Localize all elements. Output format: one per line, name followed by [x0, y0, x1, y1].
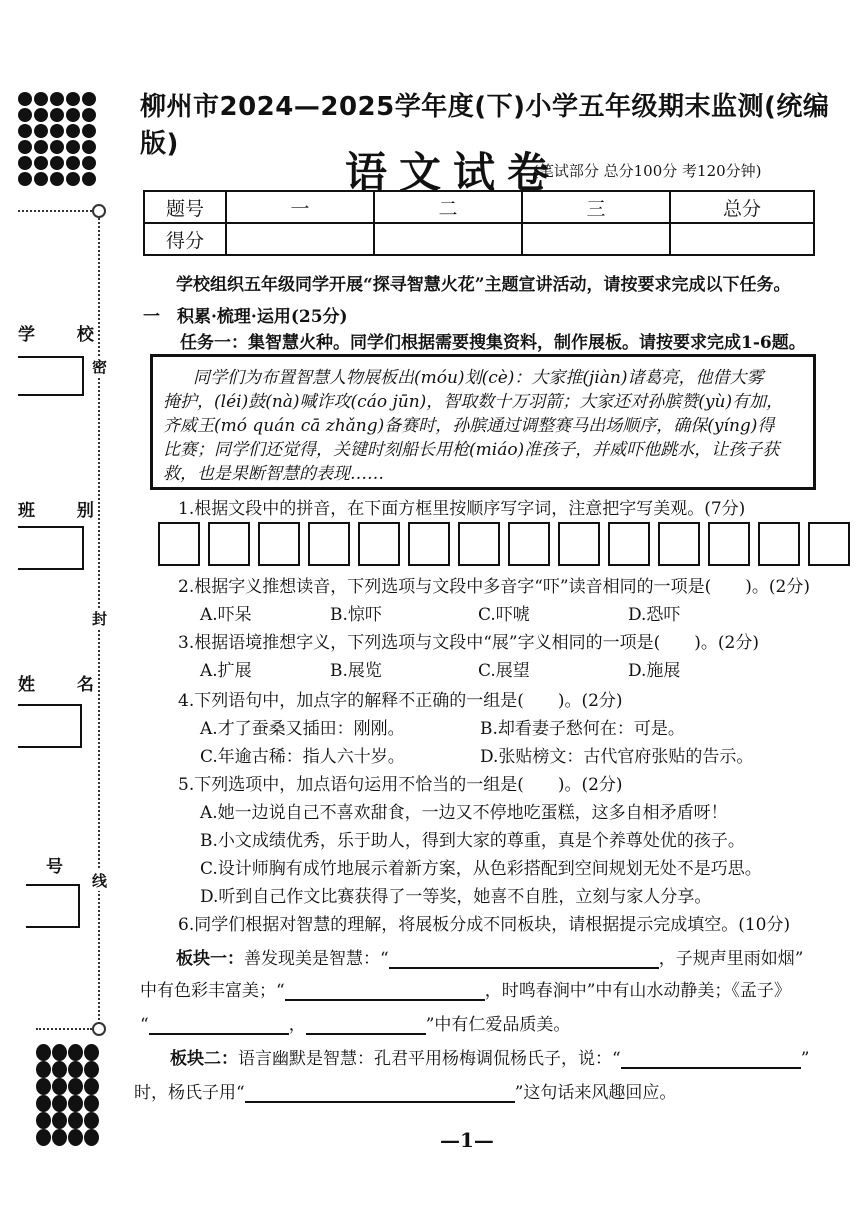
answer-box[interactable] — [408, 522, 450, 566]
dot — [18, 140, 32, 154]
passage-line: 同学们为布置智慧人物展板出(móu)划(cè)：大家推(jiàn)诸葛亮，他借大雾 — [193, 368, 764, 388]
dot — [34, 92, 48, 106]
dot — [84, 1061, 99, 1078]
dot — [82, 108, 96, 122]
option: A.才了蚕桑又插田：刚刚。 — [200, 719, 405, 739]
block-2-text: 时，杨氏子用“ — [134, 1083, 245, 1103]
dot — [68, 1078, 83, 1095]
score-cell[interactable] — [226, 223, 374, 255]
option: A.她一边说自己不喜欢甜食，一边又不停地吃蛋糕，这多自相矛盾呀！ — [200, 803, 728, 823]
block-1-text: ”中有仁爱品质美。 — [425, 1015, 571, 1035]
score-cell[interactable] — [670, 223, 814, 255]
dot — [34, 156, 48, 170]
number-field[interactable] — [26, 884, 80, 928]
answer-boxes — [158, 522, 858, 566]
dot — [68, 1112, 83, 1129]
dot — [66, 108, 80, 122]
block-1-text: ，子规声里雨如烟” — [658, 949, 804, 969]
paper-subtitle: (笔试部分 总分100分 考120分钟) — [533, 162, 762, 180]
block-1-line — [140, 976, 791, 1001]
dot — [34, 108, 48, 122]
paper-title: 语文试卷 — [345, 148, 562, 197]
option: B.惊吓 — [330, 605, 382, 625]
block-1-text: ，时鸣春涧中”中有山水动静美；《孟子》 — [484, 981, 791, 1001]
score-cell[interactable] — [374, 223, 522, 255]
option: C.设计师胸有成竹地展示着新方案，从色彩搭配到空间规划无处不是巧思。 — [200, 859, 762, 879]
section-heading: 一 积累·梳理·运用(25分) — [143, 307, 348, 327]
answer-box[interactable] — [658, 522, 700, 566]
fill-blank[interactable] — [621, 1067, 801, 1069]
dot — [66, 92, 80, 106]
dot — [82, 92, 96, 106]
dot — [34, 172, 48, 186]
dot — [34, 140, 48, 154]
dot — [82, 140, 96, 154]
dot — [82, 124, 96, 138]
block-2-line — [134, 1078, 676, 1103]
dot — [34, 124, 48, 138]
answer-box[interactable] — [758, 522, 800, 566]
dot — [66, 156, 80, 170]
seal-mi: 密 — [92, 358, 108, 376]
seal-xian: 线 — [92, 872, 108, 890]
option: D.听到自己作文比赛获得了一等奖，她喜不自胜，立刻与家人分享。 — [200, 887, 712, 907]
name-label: 姓 名 — [18, 675, 112, 695]
block-2-line — [170, 1044, 809, 1069]
answer-box[interactable] — [558, 522, 600, 566]
dot — [84, 1129, 99, 1146]
dot — [66, 140, 80, 154]
dot — [68, 1061, 83, 1078]
score-cell[interactable] — [522, 223, 670, 255]
dot — [18, 108, 32, 122]
dot — [18, 172, 32, 186]
option: C.年逾古稀：指人六十岁。 — [200, 747, 405, 767]
block-2-label: 板块二： — [170, 1049, 238, 1069]
passage-line: 齐威王(mó quán cā zhǎng)备赛时，孙膑通过调整赛马出场顺序，确保(yíng)得 — [163, 416, 775, 436]
question-4: 4.下列语句中，加点字的解释不正确的一组是( )。(2分) — [178, 691, 623, 711]
option: B.小文成绩优秀，乐于助人，得到大家的尊重，真是个养尊处优的孩子。 — [200, 831, 745, 851]
dot — [36, 1129, 51, 1146]
answer-box[interactable] — [208, 522, 250, 566]
answer-box[interactable] — [258, 522, 300, 566]
binding-ring-bottom — [92, 1022, 106, 1036]
dot — [68, 1044, 83, 1061]
binding-line-top — [18, 210, 96, 212]
fill-blank[interactable] — [149, 1033, 289, 1035]
fill-blank[interactable] — [285, 999, 485, 1001]
table-cell: 一 — [226, 191, 374, 223]
dot — [50, 156, 64, 170]
option: B.展览 — [330, 661, 382, 681]
fill-blank[interactable] — [245, 1101, 515, 1103]
dot — [36, 1044, 51, 1061]
table-cell: 总分 — [670, 191, 814, 223]
dot — [82, 156, 96, 170]
block-1-line — [176, 944, 803, 969]
option: D.恐吓 — [628, 605, 681, 625]
dot — [52, 1095, 67, 1112]
score-table-row — [144, 191, 814, 223]
option: C.吓唬 — [478, 605, 530, 625]
binding-ring-top — [92, 204, 106, 218]
school-field[interactable] — [18, 356, 84, 396]
dot — [18, 156, 32, 170]
answer-box[interactable] — [308, 522, 350, 566]
answer-box[interactable] — [608, 522, 650, 566]
dot — [36, 1112, 51, 1129]
dot — [18, 92, 32, 106]
dot — [84, 1078, 99, 1095]
block-1-text: ， — [288, 1015, 306, 1035]
dot — [84, 1095, 99, 1112]
dot — [50, 140, 64, 154]
option: A.扩展 — [200, 661, 252, 681]
dot — [52, 1129, 67, 1146]
class-field[interactable] — [18, 526, 84, 570]
binding-line-bottom — [36, 1028, 92, 1030]
question-2: 2.根据字义推想读音，下列选项与文段中多音字“吓”读音相同的一项是( )。(2分) — [178, 577, 810, 597]
block-2-text: 语言幽默是智慧：孔君平用杨梅调侃杨氏子，说：“ — [238, 1049, 621, 1069]
answer-box[interactable] — [808, 522, 850, 566]
dot — [36, 1078, 51, 1095]
school-label: 学 校 — [18, 325, 112, 345]
dot — [68, 1129, 83, 1146]
dot — [66, 124, 80, 138]
block-1-text: 中有色彩丰富美；“ — [140, 981, 285, 1001]
dot — [36, 1095, 51, 1112]
intro-text: 学校组织五年级同学开展“探寻智慧火花”主题宣讲活动，请按要求完成以下任务。 — [176, 275, 791, 295]
score-table — [143, 190, 815, 256]
option: D.施展 — [628, 661, 681, 681]
page-number: —1— — [440, 1128, 494, 1152]
dot — [18, 124, 32, 138]
question-6: 6.同学们根据对智慧的理解，将展板分成不同板块，请根据提示完成填空。(10分) — [178, 915, 791, 935]
dot — [68, 1095, 83, 1112]
question-3: 3.根据语境推想字义，下列选项与文段中“展”字义相同的一项是( )。(2分) — [178, 633, 759, 653]
task-heading: 任务一：集智慧火种。同学们根据需要搜集资料，制作展板。请按要求完成1-6题。 — [180, 333, 806, 353]
dot — [52, 1061, 67, 1078]
name-field[interactable] — [18, 704, 82, 748]
dot — [66, 172, 80, 186]
option: A.吓呆 — [200, 605, 252, 625]
dot — [50, 108, 64, 122]
score-table-row — [144, 223, 814, 255]
seal-feng: 封 — [92, 610, 108, 628]
passage-line: 掩护，(léi)鼓(nà)喊诈攻(cáo jūn)，智取数十万羽箭；大家还对孙膑赞(yù)有加， — [163, 392, 784, 412]
passage-line: 救，也是果断智慧的表现…… — [163, 464, 384, 484]
exam-header: 柳州市2024—2025学年度(下)小学五年级期末监测(统编版) — [140, 92, 830, 159]
block-1-text: “ — [140, 1015, 149, 1035]
table-cell: 三 — [522, 191, 670, 223]
dot — [82, 172, 96, 186]
question-1: 1.根据文段中的拼音，在下面方框里按顺序写字词，注意把字写美观。(7分) — [178, 499, 746, 519]
dot — [84, 1112, 99, 1129]
fill-blank[interactable] — [306, 1033, 426, 1035]
dot — [52, 1112, 67, 1129]
option: D.张贴榜文：古代官府张贴的告示。 — [480, 747, 754, 767]
table-cell: 得分 — [144, 223, 226, 255]
answer-box[interactable] — [708, 522, 750, 566]
number-label: 号 — [46, 857, 81, 877]
dot — [50, 92, 64, 106]
dot — [50, 124, 64, 138]
passage-box — [150, 354, 816, 490]
block-1-text: 善发现美是智慧：“ — [244, 949, 389, 969]
question-5: 5.下列选项中，加点语句运用不恰当的一组是( )。(2分) — [178, 775, 623, 795]
table-cell: 题号 — [144, 191, 226, 223]
answer-box[interactable] — [458, 522, 500, 566]
option: B.却看妻子愁何在：可是。 — [480, 719, 685, 739]
block-1-label: 板块一： — [176, 949, 244, 969]
answer-box[interactable] — [358, 522, 400, 566]
table-cell: 二 — [374, 191, 522, 223]
dot — [36, 1061, 51, 1078]
block-1-line — [140, 1010, 570, 1035]
dot — [84, 1044, 99, 1061]
answer-box[interactable] — [508, 522, 550, 566]
passage-line: 比赛；同学们还觉得，关键时刻船长用枪(miáo)准孩子，并威吓他跳水，让孩子获 — [163, 440, 780, 460]
class-label: 班 别 — [18, 501, 112, 521]
fill-blank[interactable] — [389, 967, 659, 969]
option: C.展望 — [478, 661, 530, 681]
block-2-text: ” — [800, 1049, 810, 1069]
dot — [50, 172, 64, 186]
block-2-text: ”这句话来风趣回应。 — [514, 1083, 677, 1103]
answer-box[interactable] — [158, 522, 200, 566]
dot — [52, 1044, 67, 1061]
dot — [52, 1078, 67, 1095]
